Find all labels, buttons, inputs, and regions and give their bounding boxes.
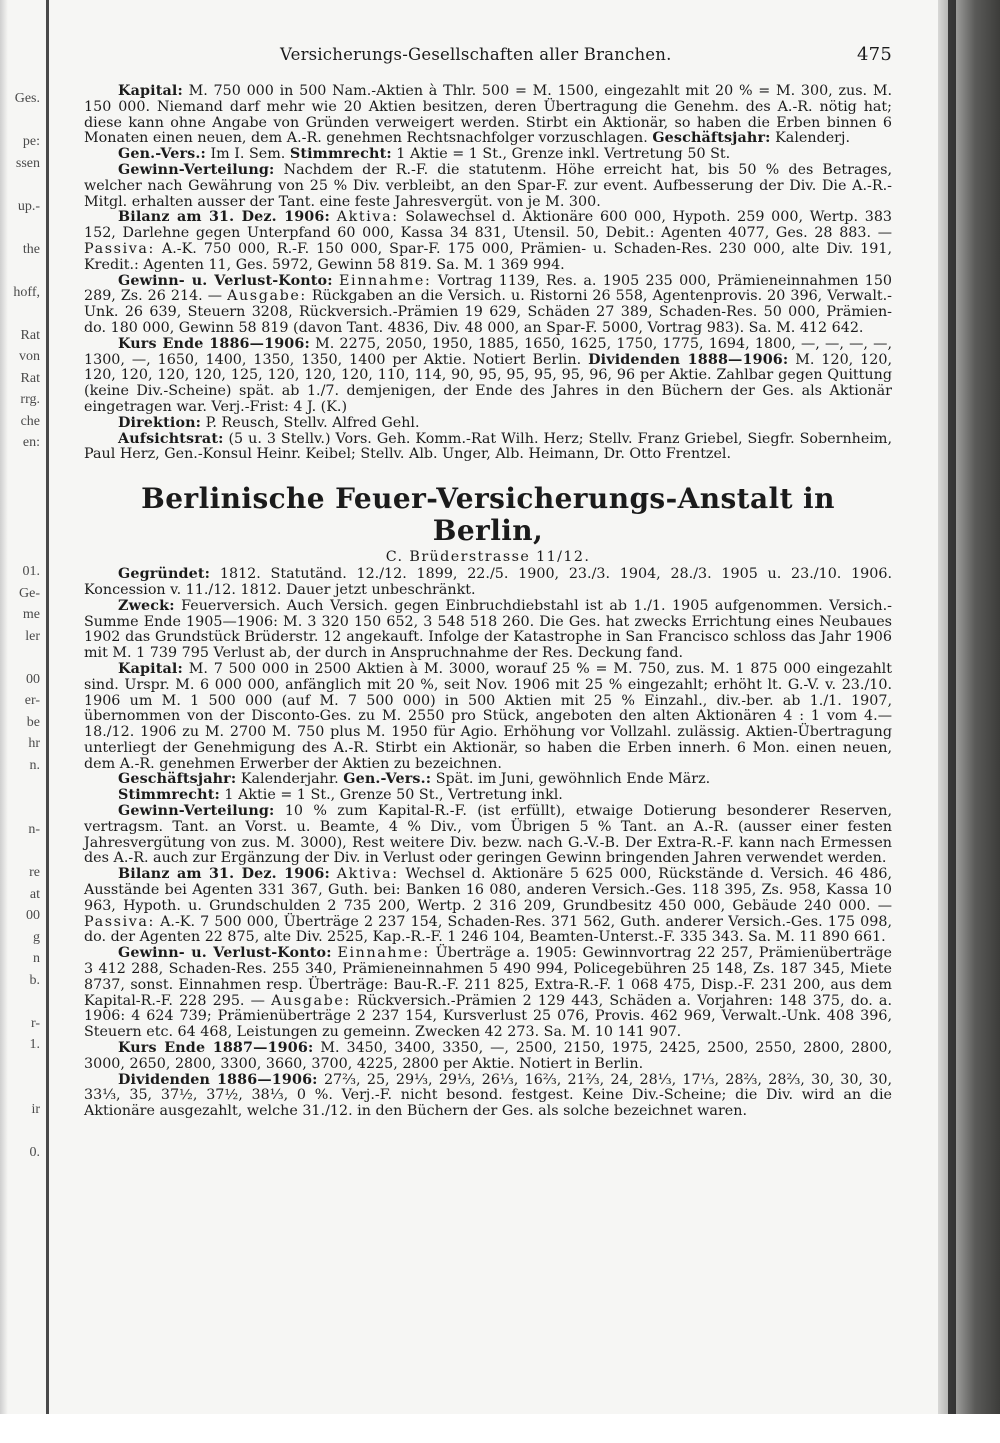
text-dividenden: M. 120, 120, 120, 120, 120, 120, 125, 120, 120, 120, 110, 114, 90, 95, 95, 95, 95, 96, 96 per Aktie. Zahlbar gegen Quittung (keine Div.-Scheine) spät. ab 1./7. demjenigen, der Ende des Jahres in den Büchern der Ges. als Aktionär eingetragen war. Verj.-Frist: 4 J. (K.) xyxy=(84,351,892,415)
text-passiva: A.-K. 750 000, R.-F. 150 000, Spar-F. 175 000, Prämien- u. Schaden-Res. 230 000, alte Div. 191, Kredit.: Agenten 11, Ges. 5972, Gewinn 58 819. Sa. M. 1 369 994. xyxy=(84,240,892,273)
margin-fragment: n- xyxy=(28,822,40,837)
label-gewinn-verteilung: Gewinn-Verteilung: xyxy=(118,161,275,178)
margin-fragment: n xyxy=(33,951,40,966)
margin-fragment xyxy=(0,647,44,669)
margin-fragment: 00 xyxy=(26,671,40,687)
margin-fragment xyxy=(0,1335,44,1357)
margin-fragment xyxy=(0,497,44,519)
label-bilanz-2: Bilanz am 31. Dez. 1906: xyxy=(118,866,330,883)
margin-fragment xyxy=(0,1077,44,1099)
margin-fragment: hr xyxy=(28,736,40,751)
margin-fragment xyxy=(0,1357,44,1379)
label-genvers: Gen.-Vers.: xyxy=(118,146,206,163)
label-aufsichtsrat: Aufsichtsrat: xyxy=(118,430,224,447)
entry-gegruendet xyxy=(84,567,892,599)
label-passiva-2: Passiva: xyxy=(84,913,155,930)
margin-fragment: hoff, xyxy=(13,284,40,300)
entry-kurs-2 xyxy=(84,1041,892,1073)
right-page-edge xyxy=(948,0,956,1414)
margin-fragment xyxy=(0,1249,44,1271)
label-stimmrecht-2: Stimmrecht: xyxy=(118,787,220,804)
margin-fragment: Rat xyxy=(20,327,40,343)
margin-fragment xyxy=(0,110,44,132)
gutter-fold-line xyxy=(46,0,49,1414)
label-direktion: Direktion: xyxy=(118,414,202,431)
margin-fragment: re xyxy=(29,865,40,880)
text-gegruendet: 1812. Statutänd. 12./12. 1899, 22./5. 1900, 23./3. 1904, 28./3. 1905 u. 23./10. 1906. Koncession v. 11./12. 1812. Dauer jetzt unbeschränkt. xyxy=(84,566,893,598)
label-kapital: Kapital: xyxy=(118,83,183,99)
margin-fragment: 1. xyxy=(29,1037,40,1052)
text-kapital: M. 750 000 in 500 Nam.-Aktien à Thlr. 500 = M. 1500, eingezahlt mit 20 % = M. 300, zus. M. 150 000. Niemand darf mehr wie 20 Aktien besitzen, deren Übertragung die Genehm. des A.-R. nötig hat; diese kann ohne Angabe von Gründen verweigert werden. Stirbt ein Aktionär, so haben die Erben binnen 6 Monaten einen neuen, dem A.-R. genehmen Rechtsnachfolger vorzuschlagen. xyxy=(84,83,892,147)
text-passiva-2: A.-K. 7 500 000, Überträge 2 237 154, Schaden-Res. 371 562, Guth. anderer Versich.-Ges. 175 098, do. der Agenten 22 875, alte Div. 2525, Kap.-R.-F. 1 246 104, Beamten-Unterst.-F. 335 343. Sa. M. 11 890 661. xyxy=(84,913,892,946)
label-einnahme-2: Einnahme: xyxy=(337,945,430,962)
margin-fragment: Ge- xyxy=(19,585,40,601)
margin-fragment xyxy=(0,991,44,1013)
margin-fragment: che xyxy=(20,413,40,429)
text-ausgabe: Rückgaben an die Versich. u. Ristorni 26 558, Agentenprovis. 20 396, Verwalt.-Unk. 26 639, Steuern 3208, Rückversich.-Prämien 19 629, Schäden 27 389, Schaden-Res. 50 000, Prämien- do. 180 000, Gewinn 58 819 (davon Tant. 4836, Div. 48 000, an Spar-F. 5000, Vortrag 983). Sa. M. 412 642. xyxy=(84,288,893,336)
label-kurs: Kurs Ende 1886—1906: xyxy=(118,335,310,352)
margin-fragment xyxy=(0,260,44,282)
label-stimmrecht: Stimmrecht: xyxy=(289,146,392,163)
label-geschaeftsjahr-2: Geschäftsjahr: xyxy=(118,771,237,788)
margin-fragment: pe: xyxy=(22,134,40,149)
entry-aufsichtsrat xyxy=(84,432,892,464)
margin-fragment xyxy=(0,217,44,239)
margin-fragment: g xyxy=(33,929,40,945)
running-head-title: Versicherungs-Gesellschaften aller Branchen. xyxy=(280,45,672,64)
margin-fragment xyxy=(0,1228,44,1250)
text-direktion: P. Reusch, Stellv. Alfred Gehl. xyxy=(205,414,420,431)
margin-fragment: en: xyxy=(22,435,40,450)
label-passiva: Passiva: xyxy=(84,240,155,257)
entry-geschaeftsjahr-2 xyxy=(84,772,892,788)
margin-fragment xyxy=(0,303,44,325)
text-kapital-2: M. 7 500 000 in 2500 Aktien à M. 3000, worauf 25 % = M. 750, zus. M. 1 875 000 eingezahlt sind. Urspr. M. 6 000 000, anfänglich mit 20 %, seit Nov. 1906 mit 25 % eingezahlt; erhöht lt. G.-V. v. 23./10. 1906 um M. 1 500 000 (auf M. 7 500 000) in 500 Aktien mit 25 % Einzahl., div.-ber. ab 1./1. 1907, übernommen von der Disconto-Ges. zu M. 2550 pro Stück, angeboten den alten Aktionären 4 : 1 vom 4.—18./12. 1906 zu M. 2700 M. 750 plus M. 1950 für Agio. Erhöhung vor Vollzahl. zulässig. Aktien-Übertragung unterliegt der Genehmigung des A.-R. Stirbt ein Aktionär, so haben die Erben innerh. 6 Mon. einen neuen, dem A.-R. genehmen Erwerber der Aktien zu bezeichnen. xyxy=(84,660,892,772)
book-page xyxy=(84,44,892,1120)
entry-kapital xyxy=(84,84,892,147)
margin-fragment: ler xyxy=(25,628,40,644)
margin-fragment xyxy=(0,540,44,562)
margin-fragment: the xyxy=(22,241,40,257)
label-guv: Gewinn- u. Verlust-Konto: xyxy=(118,272,333,289)
margin-fragment xyxy=(0,1163,44,1185)
margin-fragment: rrg. xyxy=(20,392,40,407)
label-kapital-2: Kapital: xyxy=(118,660,183,677)
running-head xyxy=(84,44,892,84)
label-aktiva-2: Aktiva: xyxy=(336,866,399,883)
margin-fragment xyxy=(0,1292,44,1314)
label-gewinn-verteilung-2: Gewinn-Verteilung: xyxy=(118,803,275,820)
margin-fragment: er- xyxy=(24,693,40,708)
text-geschaeftsjahr: Kalenderj. xyxy=(775,130,850,147)
label-bilanz: Bilanz am 31. Dez. 1906: xyxy=(118,209,330,226)
entry-dividenden-2 xyxy=(84,1073,892,1120)
entry-zweck xyxy=(84,599,892,662)
margin-fragment: at xyxy=(29,886,40,902)
entry-gewinn-verteilung-2 xyxy=(84,804,892,867)
text-genvers-2: Spät. im Juni, gewöhnlich Ende März. xyxy=(435,771,711,788)
text-stimmrecht: 1 Aktie = 1 St., Grenze inkl. Vertretung 50 St. xyxy=(396,146,731,163)
text-genvers: Im I. Sem. xyxy=(210,146,286,163)
label-dividenden: Dividenden 1888—1906: xyxy=(588,351,789,368)
text-dividenden-2: 27⅔, 25, 29⅓, 29⅓, 26⅓, 16⅔, 21⅔, 24, 28⅓, 17⅓, 28⅔, 28⅔, 30, 30, 30, 33⅓, 35, 37½, 37½, 38⅓, 0 %. Verj.-F. nicht besond. festgest. Keine Div.-Scheine; die Div. wird an die Aktionäre ausgezahlt, welche 31./12. in den Büchern der Ges. als solche bezeichnet waren. xyxy=(84,1071,893,1120)
text-kurs: M. 2275, 2050, 1950, 1885, 1650, 1625, 1750, 1775, 1694, 1800, —, —, —, —, 1300, —, 1650, 1400, 1350, 1350, 1400 per Aktie. Notiert Berlin. xyxy=(84,335,893,368)
margin-fragment: n. xyxy=(29,757,40,773)
margin-fragment: ir xyxy=(31,1101,40,1117)
text-gewinn-verteilung-2: 10 % zum Kapital-R.-F. (ist erfüllt), etwaige Dotierung besonderer Reserven, vertragsm. Tant. an Vorst. u. Beamte, 4 % Div., vom Übrigen 5 % Tant. an A.-R. (ausser einer festen Jahresvergütung von zus. M. 3000), Rest weitere Div. bezw. nach G.-V.-B. Der Extra-R.-F. kann nach Ermessen des A.-R. auch zur Ergänzung der Div. in Verlust oder geringen Gewinn bringenden Jahren verwendet werden. xyxy=(84,803,892,867)
entry-guv xyxy=(84,274,892,337)
entry-guv-2 xyxy=(84,946,892,1041)
margin-fragment: von xyxy=(19,349,40,364)
label-genvers-2: Gen.-Vers.: xyxy=(343,771,432,788)
margin-fragment xyxy=(0,798,44,820)
margin-fragment xyxy=(0,475,44,497)
entry-gewinn-verteilung xyxy=(84,163,892,210)
entry-direktion xyxy=(84,416,892,432)
margin-fragment xyxy=(0,841,44,863)
margin-fragment: 01. xyxy=(22,564,40,579)
margin-fragment xyxy=(0,776,44,798)
text-stimmrecht-2: 1 Aktie = 1 St., Grenze 50 St., Vertretung inkl. xyxy=(224,787,563,804)
margin-fragment: r- xyxy=(30,1015,40,1031)
margin-fragment xyxy=(0,1206,44,1228)
label-einnahme: Einnahme: xyxy=(339,272,432,289)
entry-genvers-stimmrecht xyxy=(84,147,892,163)
margin-fragment: Rat xyxy=(20,370,40,386)
label-zweck: Zweck: xyxy=(118,597,175,614)
label-gegruendet: Gegründet: xyxy=(118,566,211,583)
margin-fragment xyxy=(0,174,44,196)
margin-fragment xyxy=(0,454,44,476)
entry-bilanz-2 xyxy=(84,867,892,946)
label-ausgabe: Ausgabe: xyxy=(227,288,307,305)
text-aufsichtsrat: (5 u. 3 Stellv.) Vors. Geh. Komm.-Rat Wilh. Herz; Stellv. Franz Griebel, Siegfr. Sobernheim, Paul Herz, Gen.-Konsul Heinr. Keibel; Stellv. Alb. Unger, Alb. Heimann, Dr. Otto Frentzel. xyxy=(84,430,892,463)
label-ausgabe-2: Ausgabe: xyxy=(271,992,351,1009)
company-title: Berlinische Feuer-Versicherungs-Anstalt in Berlin, xyxy=(141,482,835,548)
text-ausgabe-2: Rückversich.-Prämien 2 129 443, Schäden a. Vorjahren: 148 375, do. a. 1906: 4 624 739; Prämienüberträge 2 237 154, Kursverlust 25 076, Provis. 462 969, Verwalt.-Unk. 408 396, Steuern etc. 64 468, Leistungen zu gemeinn. Zwecken 42 273. Sa. M. 10 141 907. xyxy=(84,992,893,1041)
label-aktiva: Aktiva: xyxy=(336,209,399,226)
text-gewinn-verteilung: Nachdem der R.-F. die statutenm. Höhe erreicht hat, bis 50 % des Betrages, welcher nach Gewährung von 25 % Div. verbleibt, an den Spar-F. zur event. Aufbesserung der Div. Die A.-R.-Mitgl. erhalten ausser der Tant. eine feste Jahresvergüt. von je M. 300. xyxy=(84,161,892,210)
margin-fragment: ssen xyxy=(15,155,40,171)
margin-fragment xyxy=(0,1314,44,1336)
entry-bilanz xyxy=(84,210,892,273)
text-aktiva: Solawechsel d. Aktionäre 600 000, Hypoth. 259 000, Wertp. 383 152, Darlehne gegen Unterpfand 60 000, Kassa 34 831, Utensil. 50, Debit.: Agenten 4077, Ges. 28 883. — xyxy=(84,209,893,242)
entry-kurs xyxy=(84,337,892,416)
margin-fragment xyxy=(0,1185,44,1207)
label-guv-2: Gewinn- u. Verlust-Konto: xyxy=(118,945,332,962)
margin-fragment: b. xyxy=(29,972,40,988)
text-geschaeftsjahr-2: Kalenderjahr. xyxy=(240,771,339,788)
label-kurs-2: Kurs Ende 1887—1906: xyxy=(118,1040,314,1057)
entry-stimmrecht-2 xyxy=(84,788,892,804)
text-einnahme: Vortrag 1139, Res. a. 1905 235 000, Prämieneinnahmen 150 289, Zs. 26 214. — xyxy=(84,272,893,305)
margin-fragment: 0. xyxy=(29,1144,40,1160)
margin-fragment: Ges. xyxy=(14,91,40,106)
margin-fragment xyxy=(0,1400,44,1422)
margin-fragment xyxy=(0,518,44,540)
text-kurs-2: M. 3450, 3400, 3350, —, 2500, 2150, 1975, 2425, 2500, 2550, 2800, 2800, 3000, 2650, 2800, 3300, 3660, 3700, 4225, 2800 per Aktie. Notiert in Berlin. xyxy=(84,1040,893,1072)
margin-fragment xyxy=(0,1056,44,1078)
margin-fragment: 00 xyxy=(26,908,40,923)
margin-fragment xyxy=(0,1271,44,1293)
margin-fragment xyxy=(0,1120,44,1142)
margin-fragment: be xyxy=(26,714,40,730)
page-number: 475 xyxy=(857,44,892,65)
margin-fragment: me xyxy=(22,607,40,622)
text-zweck: Feuerversich. Auch Versich. gegen Einbruchdiebstahl ist ab 1./1. 1905 aufgenommen. Versich.-Summe Ende 1905—1906: M. 3 320 150 652, 3 548 518 260. Die Ges. hat zwecks Errichtung eines Neubaues 1902 das Grundstück Brüderstr. 12 angekauft. Infolge der Katastrophe in San Francisco schloss das Jahr 1906 mit M. 1 739 795 Verlust ab, der durch in Anspruchnahme der Res. Deckung fand. xyxy=(84,597,892,662)
label-geschaeftsjahr: Geschäftsjahr: xyxy=(652,130,771,147)
text-einnahme-2: Überträge a. 1905: Gewinnvortrag 22 257, Prämienüberträge 3 412 288, Schaden-Res. 255 340, Prämieneinnahmen 5 490 994, Policegebühren 25 148, Zs. 187 345, Miete 8737, sonst. Einnahmen resp. Überträge: Bau-R.-F. 211 825, Extra-R.-F. 1 068 475, Disp.-F. 231 200, aus dem Kapital-R.-F. 228 295. — xyxy=(84,945,893,1009)
margin-fragment: up.- xyxy=(17,198,40,214)
entry-kapital-2 xyxy=(84,662,892,773)
company-address: C. Brüderstrasse 11/12. xyxy=(385,549,591,566)
adjacent-page-margin-fragments xyxy=(0,88,44,1443)
margin-fragment xyxy=(0,1421,44,1443)
label-dividenden-2: Dividenden 1886—1906: xyxy=(118,1071,318,1088)
text-aktiva-2: Wechsel d. Aktionäre 5 625 000, Rückstände d. Versich. 46 486, Ausstände bei Agenten 331 367, Guth. bei: Banken 16 080, anderen Versich.-Ges. 118 395, Zs. 958, Kassa 10 963, Hypoth. u. Grundschulden 2 735 200, Wertp. 2 316 209, Grundbesitz 450 000, Gebäude 240 000. — xyxy=(84,866,893,914)
margin-fragment xyxy=(0,1378,44,1400)
